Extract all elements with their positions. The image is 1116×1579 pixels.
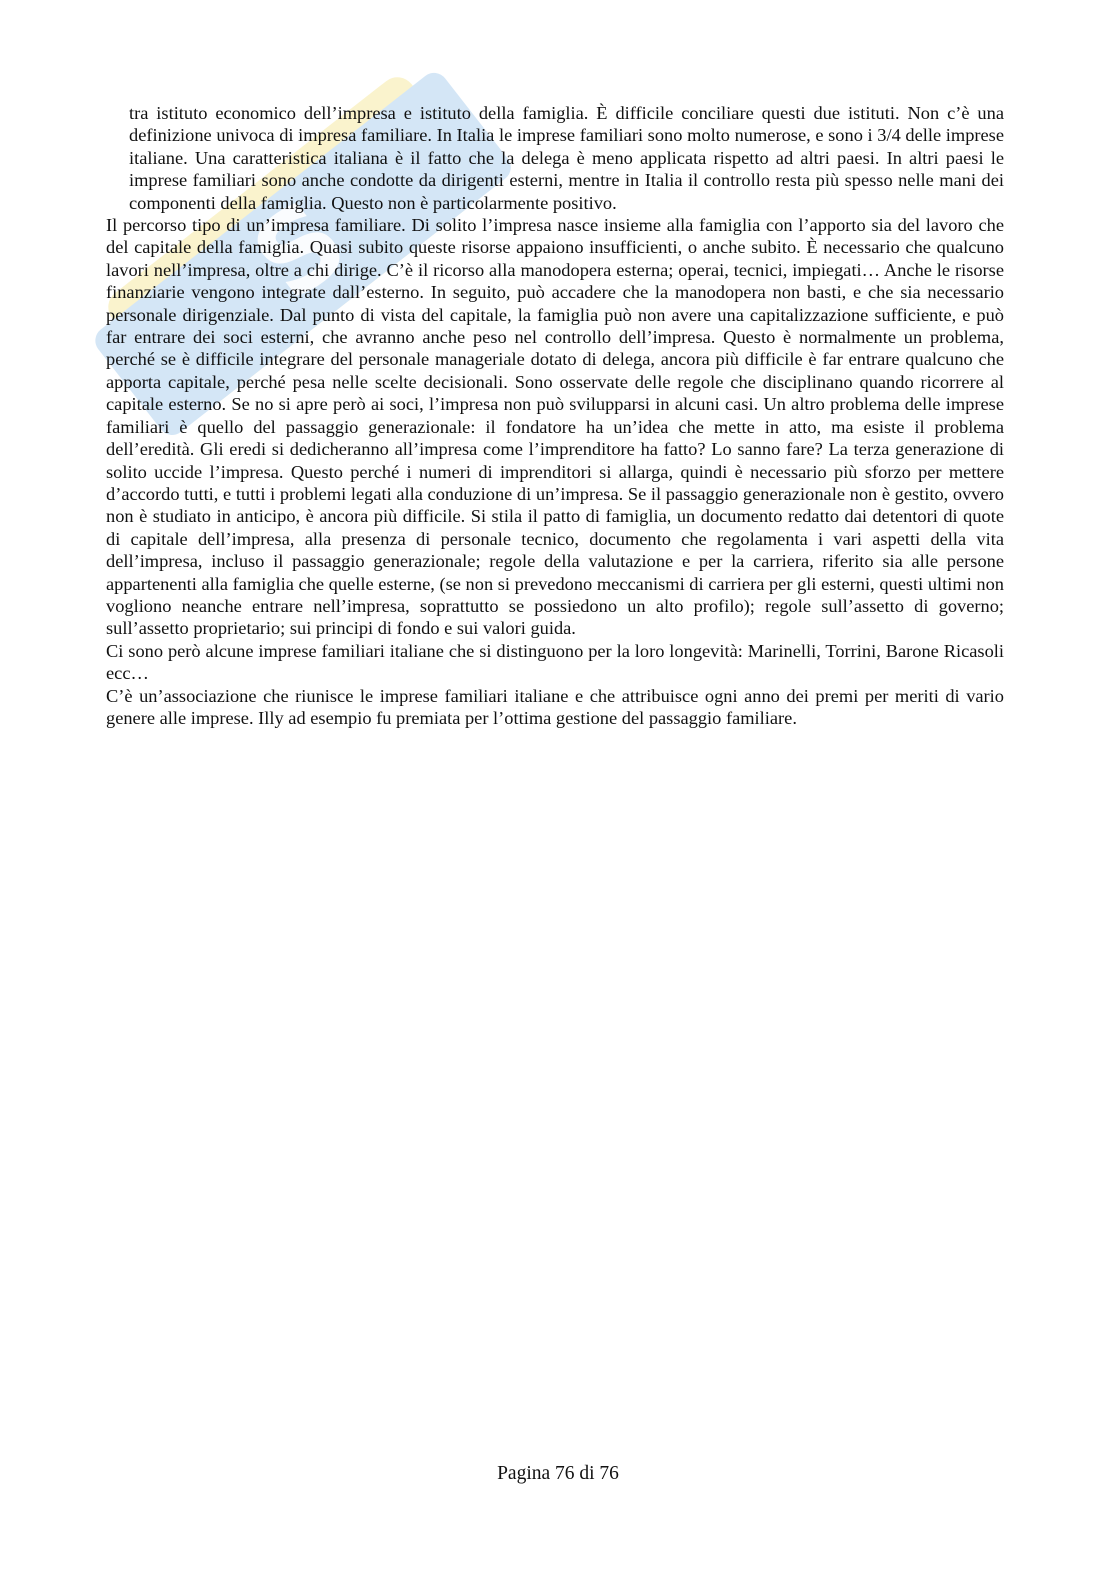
svg-text:S: S bbox=[229, 175, 371, 325]
paragraph-percorso: Il percorso tipo di un’impresa familiare. Di solito l’impresa nasce insieme alla famiglia con l’apporto sia del lavoro che del capitale della famiglia. Quasi subito queste risorse appaiono insufficienti, o anche subito. È necessario che qualcuno lavori nell’impresa, oltre a chi dirige. C’è il ricorso alla manodopera esterna; operai, tecnici, impiegati… Anche le risorse finanziarie vengono integrate dall’esterno. In seguito, può accadere che la manodopera non basti, e che sia necessario personale dirigenziale. Dal punto di vista del capitale, la famiglia può non avere una capitalizzazione sufficiente, e può far entrare dei soci esterni, che avranno anche peso nel controllo dell’impresa. Questo è normalmente un problema, perché se è difficile integrare del personale manageriale dotato di delega, ancora più difficile è far entrare qualcuno che apporta capitale, perché pesa nelle scelte decisionali. Sono osservate delle regole che disciplinano quando ricorrere al capitale esterno. Se no si apre però ai soci, l’impresa non può svilupparsi in alcuni casi. Un altro problema delle imprese familiari è quello del passaggio generazionale: il fondatore ha un’idea che mette in atto, ma esiste il problema dell’eredità. Gli eredi si dedicheranno all’impresa come l’imprenditore ha fatto? Lo sanno fare? La terza generazione di solito uccide l’impresa. Questo perché i numeri di imprenditori si allarga, quindi è necessario più sforzo per mettere d’accordo tutti, e tutti i problemi legati alla conduzione di un’impresa. Se il passaggio generazionale non è gestito, ovvero non è studiato in anticipo, è ancora più difficile. Si stila il patto di famiglia, un documento redatto dai detentori di quote di capitale dell’impresa, alla presenza di personale tecnico, documento che regolamenta i vari aspetti della vita dell’impresa, incluso il passaggio generazionale; regole della valutazione e per la carriera, riferito sia alle persone appartenenti alla famiglia che quelle esterne, (se non si prevedono meccanismi di carriera per gli esterni, questi ultimi non vogliono neanche entrare nell’impresa, soprattutto se possiedono un alto profilo); regole sull’assetto di governo; sull’assetto proprietario; sui principi di fondo e sui valori guida. bbox=[106, 215, 1004, 639]
page-number-footer: Pagina 76 di 76 bbox=[497, 1463, 619, 1484]
paragraph-associazione: C’è un’associazione che riunisce le imprese familiari italiane e che attribuisce ogni anno dei premi per meriti di vario genere alle imprese. Illy ad esempio fu premiata per l’ottima gestione del passaggio familiare. bbox=[106, 685, 1004, 728]
paragraph-longevita: Ci sono però alcune imprese familiari italiane che si distinguono per la loro longevità: Marinelli, Torrini, Barone Ricasoli ecc… bbox=[106, 640, 1004, 684]
document-body bbox=[106, 102, 1004, 729]
paragraph-continuation: tra istituto economico dell’impresa e istituto della famiglia. È difficile conciliare questi due istituti. Non c’è una definizione univoca di impresa familiare. In Italia le imprese familiari sono molto numerose, e sono i 3/4 delle imprese italiane. Una caratteristica italiana è il fatto che la delega è meno applicata rispetto ad altri paesi. In altri paesi le imprese familiari sono anche condotte da dirigenti esterni, mentre in Italia il controllo resta più spesso nelle mani dei componenti della famiglia. Questo non è particolarmente positivo. bbox=[129, 103, 1004, 213]
